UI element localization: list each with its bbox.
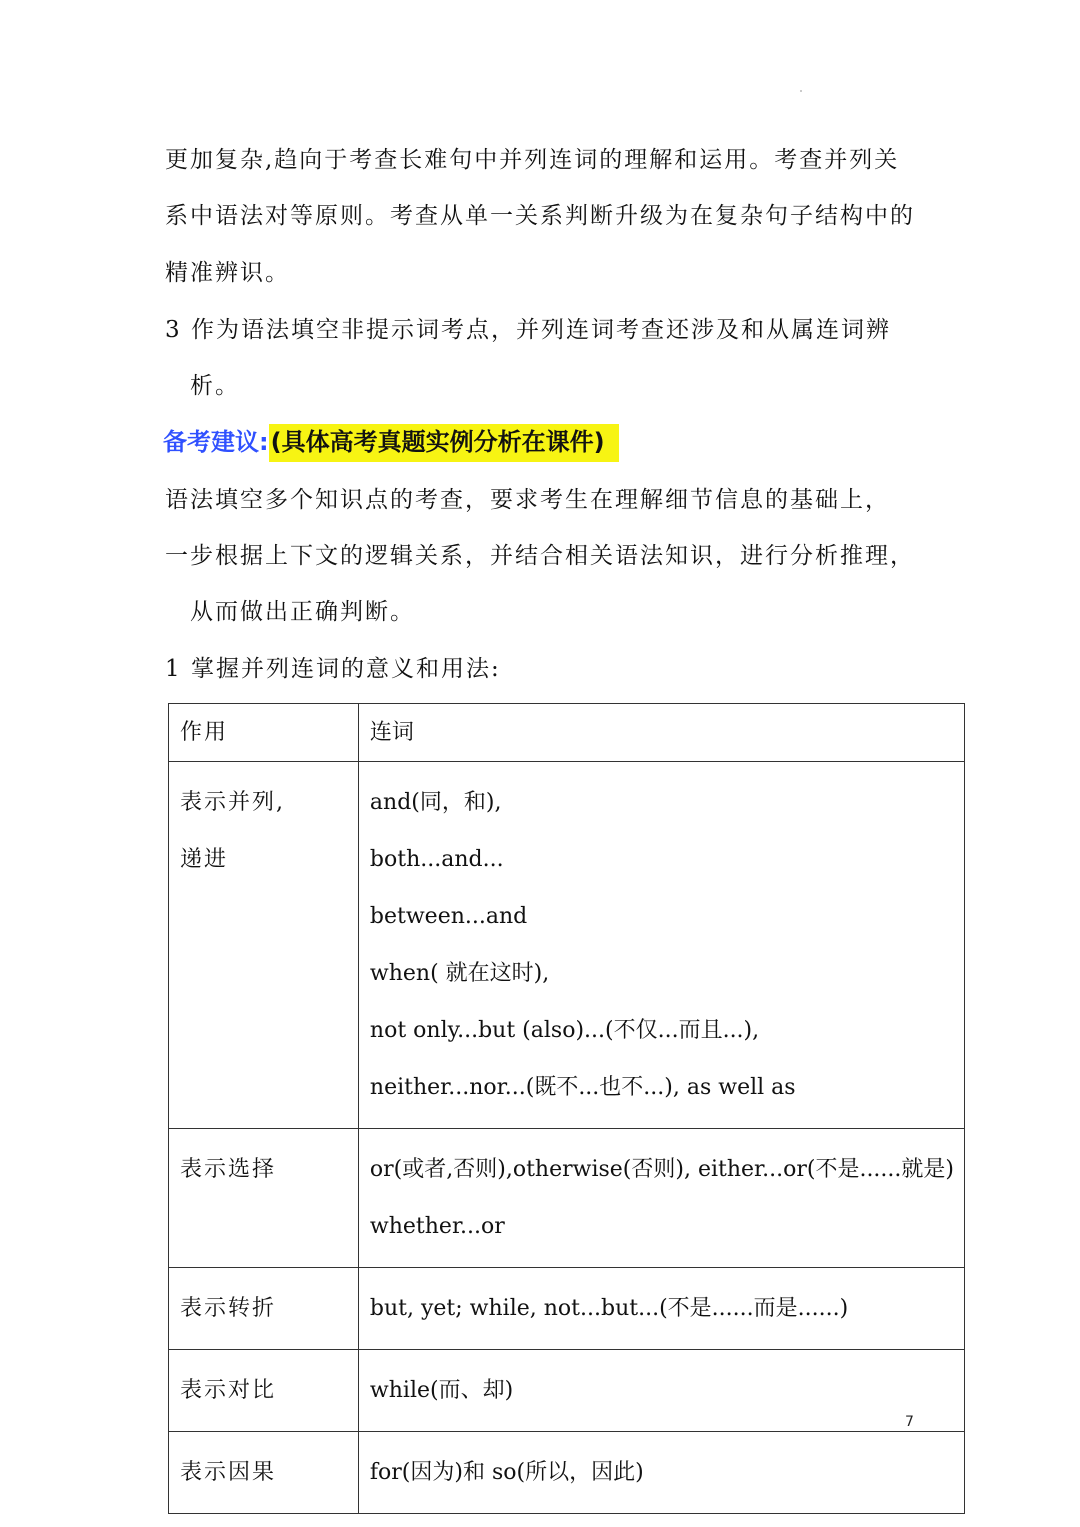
conjunction-text: whether...or — [369, 1214, 505, 1239]
table-row — [169, 762, 965, 1129]
conjunction-text: neither...nor...(既不...也不...), as well as — [369, 1075, 796, 1100]
function-cell — [169, 1129, 359, 1268]
conjunction-text: both...and... — [369, 847, 504, 872]
heading-highlight: (具体高考真题实例分析在课件) — [269, 424, 619, 462]
paragraph-line: 析。 — [190, 373, 240, 399]
conjunction-text: and(同，和), — [369, 790, 502, 815]
conjunction-text: for(因为)和 so(所以，因此) — [369, 1460, 644, 1485]
function-cell — [169, 762, 359, 1129]
heading-label: 备考建议: — [163, 428, 269, 456]
function-cell — [169, 1432, 359, 1514]
paragraph-line: 更加复杂,趋向于考查长难句中并列连词的理解和运用。考查并列关 — [165, 147, 900, 173]
conjunctions-cell — [358, 1432, 964, 1514]
conjunction-text: but, yet; while, not...but...(不是......而是......) — [369, 1296, 849, 1321]
function-text: 表示因果 — [180, 1460, 277, 1485]
function-text: 表示选择 — [180, 1157, 277, 1182]
conjunction-text: between...and — [369, 904, 528, 929]
table-row — [169, 1268, 965, 1350]
table-row — [169, 1432, 965, 1514]
function-cell — [169, 1268, 359, 1350]
paragraph-line: 系中语法对等原则。考查从单一关系判断升级为在复杂句子结构中的 — [165, 203, 915, 229]
function-cell — [169, 1350, 359, 1432]
function-text: 递进 — [180, 847, 229, 872]
section-heading — [163, 424, 619, 460]
conjunction-text: while(而、却) — [369, 1378, 514, 1403]
conjunction-table — [168, 703, 965, 1514]
header-conjunctions: 连词 — [358, 704, 964, 762]
paragraph-line: 精准辨识。 — [165, 260, 290, 286]
function-text: 表示并列, — [180, 790, 285, 815]
function-text: 表示对比 — [180, 1378, 277, 1403]
conjunctions-cell — [358, 1268, 964, 1350]
table-row — [169, 1129, 965, 1268]
table-row — [169, 1350, 965, 1432]
advice-line: 从而做出正确判断。 — [190, 599, 415, 625]
page-number: 7 — [905, 1414, 914, 1430]
conjunction-text: when( 就在这时), — [369, 961, 550, 986]
conjunction-text: or(或者,否则),otherwise(否则), either...or(不是......就是) — [369, 1157, 954, 1182]
table-header-row — [169, 704, 965, 762]
paragraph-line: 3 作为语法填空非提示词考点，并列连词考查还涉及和从属连词辨 — [165, 317, 891, 343]
conjunctions-cell — [358, 1129, 964, 1268]
conjunction-text: not only...but (also)...(不仅...而且...), — [369, 1018, 760, 1043]
conjunctions-cell — [358, 762, 964, 1129]
advice-line: 语法填空多个知识点的考查，要求考生在理解细节信息的基础上， — [165, 487, 890, 513]
advice-line: 1 掌握并列连词的意义和用法: — [165, 656, 501, 682]
conjunctions-cell — [358, 1350, 964, 1432]
scan-speck — [800, 90, 802, 92]
header-function: 作用 — [169, 704, 359, 762]
function-text: 表示转折 — [180, 1296, 277, 1321]
advice-line: 一步根据上下文的逻辑关系，并结合相关语法知识，进行分析推理， — [165, 543, 915, 569]
